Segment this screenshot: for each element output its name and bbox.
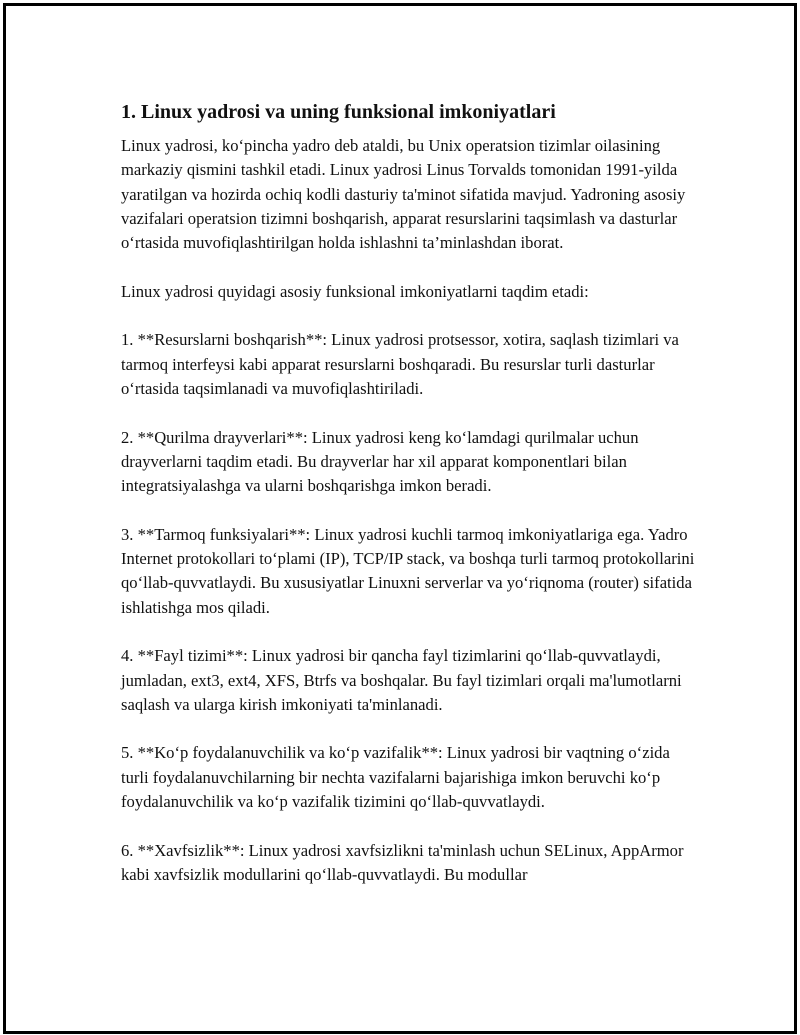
document-body: [121, 98, 701, 912]
paragraph-item-6: 6. **Xavfsizlik**: Linux yadrosi xavfsizlikni ta'minlash uchun SELinux, AppArmor kabi xavfsizlik modullarini qo‘llab-quvvatlaydi. Bu modullar: [121, 840, 684, 884]
paragraph-item-3: 3. **Tarmoq funksiyalari**: Linux yadrosi kuchli tarmoq imkoniyatlariga ega. Yadro Internet protokollari to‘plami (IP), TCP/IP stack, va boshqa turli tarmoq protokollarini qo‘llab-quvvatlaydi. Bu xususiyatlar Linuxni serverlar va yo‘riqnoma (router) sifatida ishlatishga mos qiladi.: [121, 524, 695, 617]
section-heading: 1. Linux yadrosi va uning funksional imkoniyatlari: [121, 101, 556, 123]
paragraph-item-4: 4. **Fayl tizimi**: Linux yadrosi bir qancha fayl tizimlarini qo‘llab-quvvatlaydi, jumladan, ext3, ext4, XFS, Btrfs va boshqalar. Bu fayl tizimlari orqali ma'lumotlarni saqlash va ularga kirish imkoniyati ta'minlanadi.: [121, 646, 682, 714]
paragraph-item-1: 1. **Resurslarni boshqarish**: Linux yadrosi protsessor, xotira, saqlash tizimlari va tarmoq interfeysi kabi apparat resurslarni boshqaradi. Bu resurslar turli dasturlar o‘rtasida taqsimlanadi va muvofiqlashtiriladi.: [121, 330, 679, 398]
paragraph-lead-in: Linux yadrosi quyidagi asosiy funksional imkoniyatlarni taqdim etadi:: [121, 281, 589, 301]
paragraph-intro: Linux yadrosi, ko‘pincha yadro deb ataldi, bu Unix operatsion tizimlar oilasining markaziy qismini tashkil etadi. Linux yadrosi Linus Torvalds tomonidan 1991-yilda yaratilgan va hozirda ochiq kodli dasturiy ta'minot sifatida mavjud. Yadroning asosiy vazifalari operatsion tizimni boshqarish, apparat resurslarini taqsimlash va dasturlar o‘rtasida muvofiqlashtirilgan holda ishlashni ta’minlashdan iborat.: [121, 136, 686, 253]
paragraph-item-5: 5. **Ko‘p foydalanuvchilik va ko‘p vazifalik**: Linux yadrosi bir vaqtning o‘zida turli foydalanuvchilarning bir nechta vazifalarni bajarishiga imkon beruvchi ko‘p foydalanuvchilik va ko‘p vazifalik tizimini qo‘llab-quvvatlaydi.: [121, 743, 670, 812]
paragraph-item-2: 2. **Qurilma drayverlari**: Linux yadrosi keng ko‘lamdagi qurilmalar uchun drayverlarni taqdim etadi. Bu drayverlar har xil apparat komponentlari bilan integratsiyalashga va ularni boshqarishga imkon beradi.: [121, 427, 639, 496]
page-frame: [3, 3, 797, 1034]
